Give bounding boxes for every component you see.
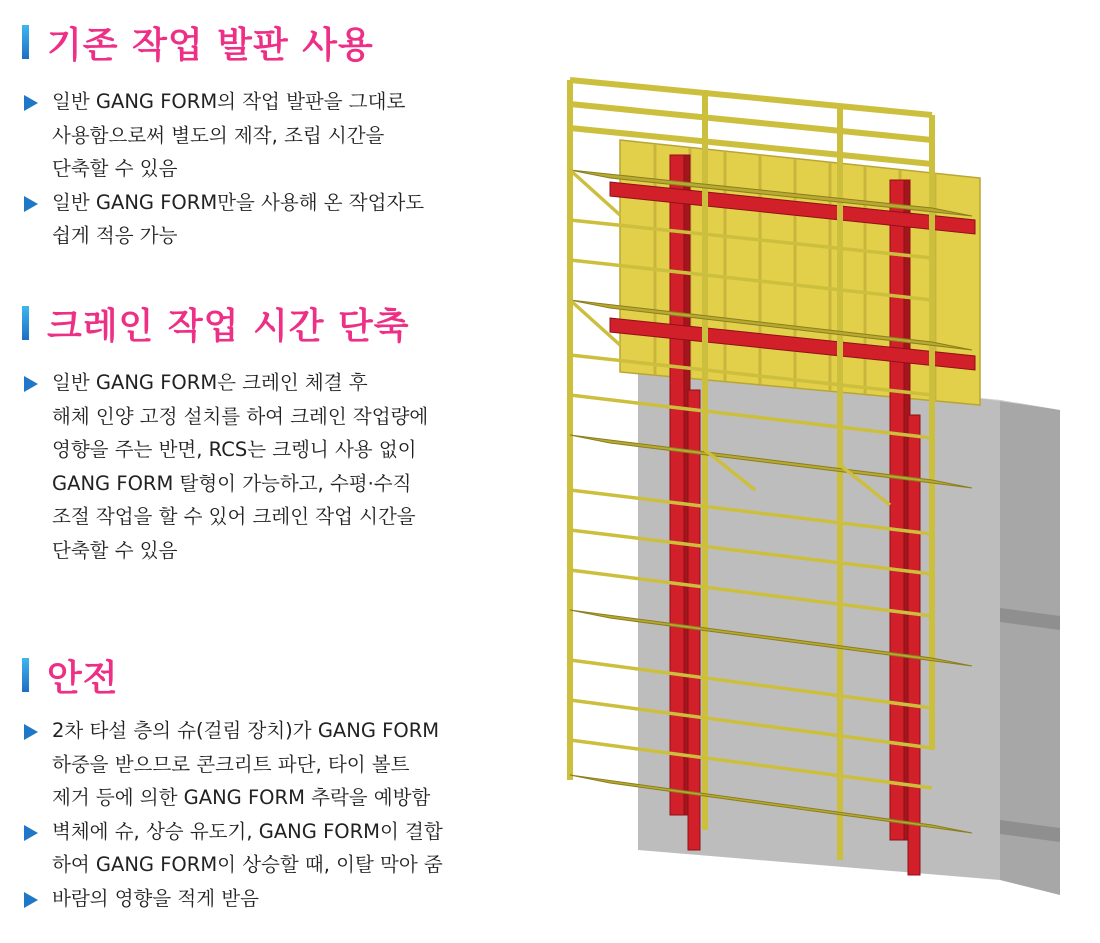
- section-heading: [22, 298, 542, 348]
- bullet-text: 일반 GANG FORM의 작업 발판을 그대로 사용함으로써 별도의 제작, 조립 시간을 단축할 수 있음: [52, 90, 406, 180]
- section-heading: [22, 650, 542, 700]
- bullet-text: 일반 GANG FORM은 크레인 체결 후 해체 인양 고정 설치를 하여 크레인 작업량에 영향을 주는 반면, RCS는 크렝니 사용 없이 GANG FORM 탈형이 가능하고, 수평·수직 조절 작업을 할 수 있어 크레인 작업 시간을 단축할 수 있음: [52, 371, 429, 562]
- right-triangle-icon: [24, 95, 38, 111]
- gang-form-illustration: [560, 60, 1095, 940]
- bullet-text: 2차 타설 층의 슈(걸림 장치)가 GANG FORM 하중을 받으므로 콘크리트 파단, 타이 볼트 제거 등에 의한 GANG FORM 추락을 예방함: [52, 719, 440, 809]
- bullet-list: [22, 366, 542, 567]
- bullet-text: 일반 GANG FORM만을 사용해 온 작업자도 쉽게 적응 가능: [52, 190, 425, 247]
- right-triangle-icon: [24, 376, 38, 392]
- bullet-text: 바람의 영향을 적게 받음: [52, 886, 259, 910]
- list-item: [22, 85, 542, 186]
- section-title: 크레인 작업 시간 단축: [47, 305, 410, 347]
- right-triangle-icon: [24, 825, 38, 841]
- right-triangle-icon: [24, 196, 38, 212]
- section-title: 기존 작업 발판 사용: [47, 24, 374, 66]
- section-crane-time: [22, 298, 542, 567]
- section-heading: [22, 17, 542, 67]
- right-triangle-icon: [24, 892, 38, 908]
- section-safety: [22, 650, 542, 915]
- list-item: [22, 366, 542, 567]
- accent-bar: [22, 306, 29, 340]
- section-existing-platform: [22, 17, 542, 253]
- list-item: [22, 714, 542, 815]
- list-item: [22, 186, 542, 253]
- bullet-text: 벽체에 슈, 상승 유도기, GANG FORM이 결합 하여 GANG FORM이 상승할 때, 이탈 막아 줌: [52, 819, 443, 876]
- right-triangle-icon: [24, 724, 38, 740]
- list-item: [22, 882, 542, 916]
- accent-bar: [22, 25, 29, 59]
- section-title: 안전: [47, 657, 119, 699]
- bullet-list: [22, 714, 542, 915]
- bullet-list: [22, 85, 542, 253]
- accent-bar: [22, 658, 29, 692]
- list-item: [22, 815, 542, 882]
